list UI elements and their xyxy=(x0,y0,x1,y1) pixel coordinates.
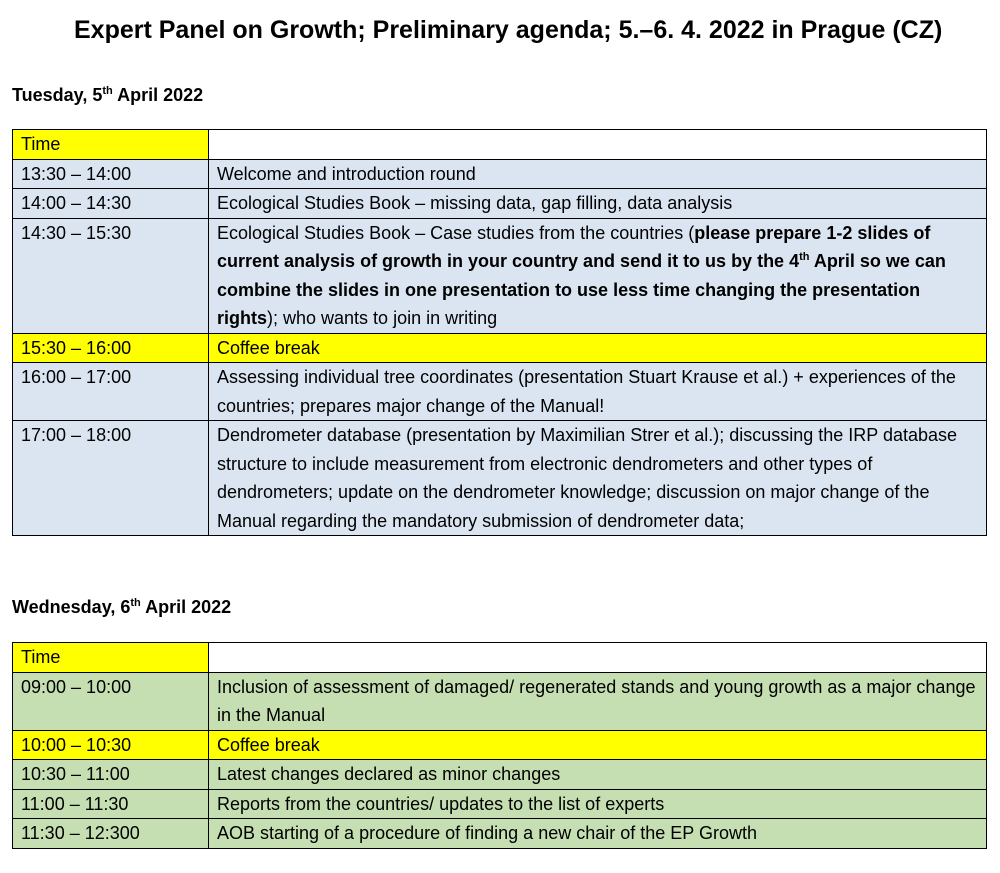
table-row xyxy=(13,363,987,421)
row-time: 14:30 – 15:30 xyxy=(13,218,209,333)
table-row xyxy=(13,819,987,849)
page-title: Expert Panel on Growth; Preliminary agenda; 5.–6. 4. 2022 in Prague (CZ) xyxy=(74,16,943,44)
row-description: Ecological Studies Book – Case studies from the countries (please prepare 1-2 slides of current analysis of growth in your country and send it to us by the 4th April so we can combine the slides in one presentation to use less time changing the presentation rights); who wants to join in writing xyxy=(209,218,987,333)
row-description: Coffee break xyxy=(209,730,987,760)
table-row xyxy=(13,218,987,333)
row-time: 11:30 – 12:300 xyxy=(13,819,209,849)
time-header: Time xyxy=(13,643,209,673)
table-row xyxy=(13,789,987,819)
row-description: AOB starting of a procedure of finding a new chair of the EP Growth xyxy=(209,819,987,849)
time-header: Time xyxy=(13,130,209,160)
description-header xyxy=(209,643,987,673)
description-header xyxy=(209,130,987,160)
row-description: Inclusion of assessment of damaged/ regenerated stands and young growth as a major change in the Manual xyxy=(209,672,987,730)
table-row-break xyxy=(13,333,987,363)
row-time: 13:30 – 14:00 xyxy=(13,159,209,189)
day-1-heading: Tuesday, 5th April 2022 xyxy=(12,85,204,105)
table-header-row xyxy=(13,643,987,673)
table-header-row xyxy=(13,130,987,160)
table-row xyxy=(13,189,987,219)
row-time: 16:00 – 17:00 xyxy=(13,363,209,421)
row-time: 14:00 – 14:30 xyxy=(13,189,209,219)
row-description: Ecological Studies Book – missing data, gap filling, data analysis xyxy=(209,189,987,219)
row-time: 10:30 – 11:00 xyxy=(13,760,209,790)
table-row xyxy=(13,421,987,536)
row-time: 15:30 – 16:00 xyxy=(13,333,209,363)
row-description: Assessing individual tree coordinates (presentation Stuart Krause et al.) + experiences of the countries; prepares major change of the Manual! xyxy=(209,363,987,421)
table-row xyxy=(13,760,987,790)
row-description: Coffee break xyxy=(209,333,987,363)
row-time: 09:00 – 10:00 xyxy=(13,672,209,730)
row-description: Latest changes declared as minor changes xyxy=(209,760,987,790)
table-row xyxy=(13,672,987,730)
table-row-break xyxy=(13,730,987,760)
day-2-heading: Wednesday, 6th April 2022 xyxy=(12,597,232,617)
row-time: 17:00 – 18:00 xyxy=(13,421,209,536)
table-row xyxy=(13,159,987,189)
row-description: Welcome and introduction round xyxy=(209,159,987,189)
row-time: 11:00 – 11:30 xyxy=(13,789,209,819)
row-time: 10:00 – 10:30 xyxy=(13,730,209,760)
day-2-agenda-table xyxy=(12,642,987,849)
row-description: Reports from the countries/ updates to the list of experts xyxy=(209,789,987,819)
day-1-agenda-table xyxy=(12,129,987,536)
row-description: Dendrometer database (presentation by Maximilian Strer et al.); discussing the IRP database structure to include measurement from electronic dendrometers and other types of dendrometers; update on the dendrometer knowledge; discussion on major change of the Manual regarding the mandatory submission of dendrometer data; xyxy=(209,421,987,536)
